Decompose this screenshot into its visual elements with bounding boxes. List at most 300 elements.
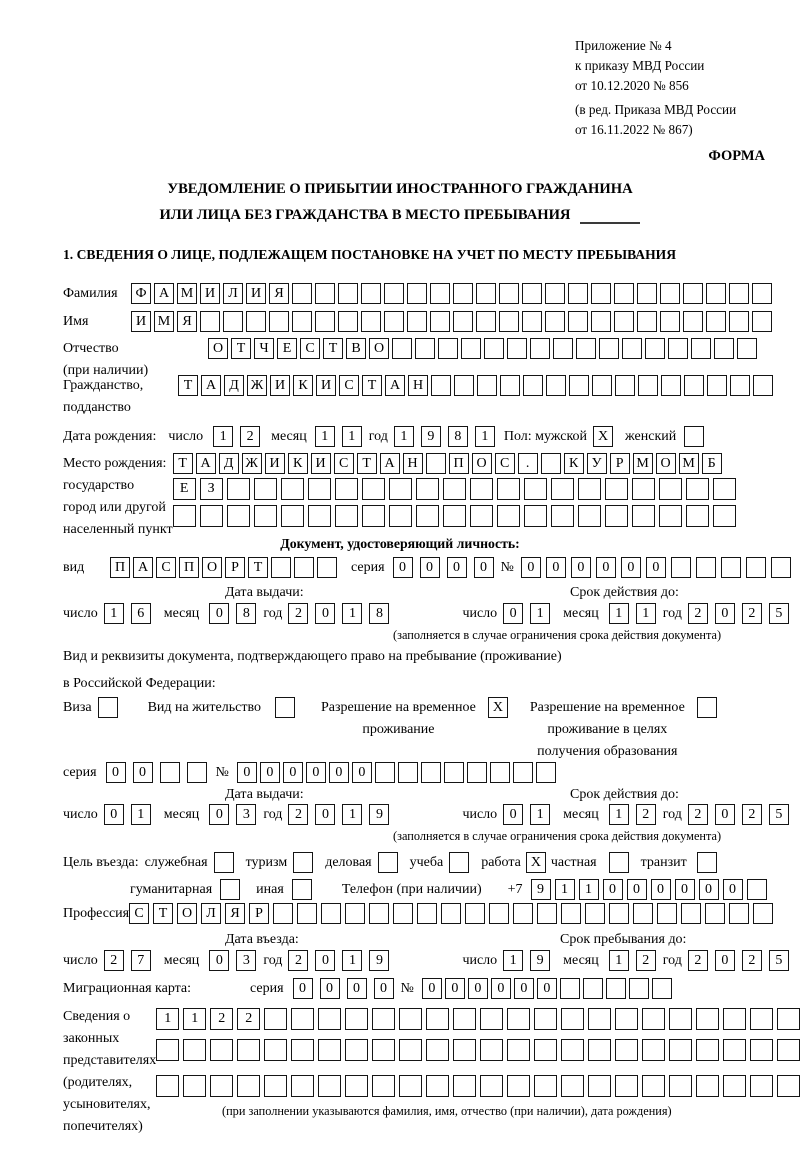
char-box[interactable]: М	[177, 283, 197, 304]
char-box[interactable]	[430, 311, 450, 332]
char-box[interactable]	[453, 311, 473, 332]
char-box[interactable]	[714, 338, 734, 359]
char-box[interactable]	[606, 978, 626, 999]
char-box[interactable]	[642, 1075, 665, 1097]
char-box[interactable]	[430, 283, 450, 304]
char-box[interactable]	[200, 311, 220, 332]
char-box[interactable]: 0	[503, 603, 523, 624]
char-box[interactable]	[777, 1075, 800, 1097]
char-box[interactable]	[416, 478, 439, 500]
char-box[interactable]	[361, 311, 381, 332]
char-box[interactable]	[453, 1039, 476, 1061]
char-box[interactable]	[568, 283, 588, 304]
char-box[interactable]	[345, 1075, 368, 1097]
char-box[interactable]	[729, 903, 749, 924]
char-box[interactable]: 0	[422, 978, 442, 999]
residence-permit-checkbox[interactable]	[275, 697, 295, 718]
char-box[interactable]	[361, 283, 381, 304]
char-box[interactable]	[551, 505, 574, 527]
char-box[interactable]	[183, 1075, 206, 1097]
char-box[interactable]: 8	[369, 603, 389, 624]
char-box[interactable]: 0	[315, 603, 335, 624]
char-box[interactable]: 0	[521, 557, 541, 578]
char-box[interactable]	[576, 338, 596, 359]
char-box[interactable]	[669, 1075, 692, 1097]
char-box[interactable]: С	[334, 453, 354, 474]
char-box[interactable]	[292, 283, 312, 304]
char-box[interactable]: Ч	[254, 338, 274, 359]
char-box[interactable]	[338, 311, 358, 332]
char-box[interactable]	[294, 557, 314, 578]
char-box[interactable]	[622, 338, 642, 359]
char-box[interactable]	[686, 505, 709, 527]
char-box[interactable]: О	[369, 338, 389, 359]
char-box[interactable]: Р	[249, 903, 269, 924]
char-box[interactable]	[591, 283, 611, 304]
char-box[interactable]	[591, 311, 611, 332]
char-box[interactable]	[156, 1075, 179, 1097]
char-box[interactable]	[264, 1008, 287, 1030]
char-box[interactable]: А	[380, 453, 400, 474]
char-box[interactable]	[747, 879, 767, 900]
char-box[interactable]	[707, 375, 727, 396]
char-box[interactable]	[273, 903, 293, 924]
char-box[interactable]: И	[270, 375, 290, 396]
char-box[interactable]	[438, 338, 458, 359]
char-box[interactable]: 0	[209, 950, 229, 971]
char-box[interactable]: 0	[596, 557, 616, 578]
char-box[interactable]	[291, 1039, 314, 1061]
char-box[interactable]: 0	[621, 557, 641, 578]
char-box[interactable]	[513, 903, 533, 924]
char-box[interactable]	[500, 375, 520, 396]
char-box[interactable]	[750, 1075, 773, 1097]
char-box[interactable]	[489, 903, 509, 924]
char-box[interactable]	[407, 311, 427, 332]
char-box[interactable]	[372, 1039, 395, 1061]
char-box[interactable]: 9	[531, 879, 551, 900]
char-box[interactable]: 0	[603, 879, 623, 900]
char-box[interactable]	[443, 478, 466, 500]
purpose-chastnaya-checkbox[interactable]	[609, 852, 629, 873]
char-box[interactable]	[431, 375, 451, 396]
char-box[interactable]	[407, 283, 427, 304]
char-box[interactable]: 1	[342, 603, 362, 624]
char-box[interactable]: 0	[209, 804, 229, 825]
char-box[interactable]: 8	[448, 426, 468, 447]
char-box[interactable]	[706, 311, 726, 332]
char-box[interactable]: А	[154, 283, 174, 304]
char-box[interactable]: 5	[769, 950, 789, 971]
char-box[interactable]	[335, 478, 358, 500]
purpose-turizm-checkbox[interactable]	[293, 852, 313, 873]
char-box[interactable]	[318, 1039, 341, 1061]
char-box[interactable]: 0	[106, 762, 126, 783]
purpose-tranzit-checkbox[interactable]	[697, 852, 717, 873]
char-box[interactable]: 9	[369, 804, 389, 825]
char-box[interactable]: 0	[329, 762, 349, 783]
char-box[interactable]: 1	[104, 603, 124, 624]
char-box[interactable]	[671, 557, 691, 578]
char-box[interactable]: Т	[178, 375, 198, 396]
char-box[interactable]: 1	[394, 426, 414, 447]
char-box[interactable]: 0	[514, 978, 534, 999]
char-box[interactable]: А	[196, 453, 216, 474]
char-box[interactable]	[254, 478, 277, 500]
char-box[interactable]: Е	[173, 478, 196, 500]
char-box[interactable]	[317, 557, 337, 578]
char-box[interactable]: К	[293, 375, 313, 396]
char-box[interactable]: 1	[636, 603, 656, 624]
char-box[interactable]	[723, 1008, 746, 1030]
char-box[interactable]	[426, 453, 446, 474]
char-box[interactable]	[686, 478, 709, 500]
char-box[interactable]	[416, 505, 439, 527]
char-box[interactable]: 2	[688, 603, 708, 624]
char-box[interactable]: 1	[609, 804, 629, 825]
char-box[interactable]	[426, 1008, 449, 1030]
char-box[interactable]	[507, 338, 527, 359]
visa-checkbox[interactable]	[98, 697, 118, 718]
char-box[interactable]	[507, 1008, 530, 1030]
char-box[interactable]: 0	[315, 950, 335, 971]
char-box[interactable]: Ф	[131, 283, 151, 304]
char-box[interactable]: 1	[530, 603, 550, 624]
char-box[interactable]	[281, 505, 304, 527]
char-box[interactable]	[696, 557, 716, 578]
char-box[interactable]: Т	[173, 453, 193, 474]
char-box[interactable]	[200, 505, 223, 527]
char-box[interactable]	[615, 1008, 638, 1030]
char-box[interactable]: 1	[609, 950, 629, 971]
char-box[interactable]	[632, 505, 655, 527]
char-box[interactable]	[729, 311, 749, 332]
char-box[interactable]	[384, 311, 404, 332]
char-box[interactable]	[588, 1039, 611, 1061]
char-box[interactable]: 1	[609, 603, 629, 624]
char-box[interactable]: 0	[374, 978, 394, 999]
char-box[interactable]	[421, 762, 441, 783]
char-box[interactable]: 0	[474, 557, 494, 578]
char-box[interactable]	[315, 283, 335, 304]
char-box[interactable]	[490, 762, 510, 783]
char-box[interactable]: А	[133, 557, 153, 578]
char-box[interactable]	[237, 1039, 260, 1061]
char-box[interactable]	[561, 1039, 584, 1061]
char-box[interactable]	[737, 338, 757, 359]
char-box[interactable]: С	[300, 338, 320, 359]
char-box[interactable]: 1	[315, 426, 335, 447]
char-box[interactable]: Т	[357, 453, 377, 474]
char-box[interactable]	[227, 505, 250, 527]
char-box[interactable]: Т	[362, 375, 382, 396]
char-box[interactable]: Т	[231, 338, 251, 359]
char-box[interactable]	[454, 375, 474, 396]
char-box[interactable]	[614, 283, 634, 304]
char-box[interactable]	[291, 1008, 314, 1030]
char-box[interactable]	[561, 1075, 584, 1097]
char-box[interactable]	[668, 338, 688, 359]
char-box[interactable]: А	[385, 375, 405, 396]
char-box[interactable]: У	[587, 453, 607, 474]
char-box[interactable]	[480, 1075, 503, 1097]
char-box[interactable]	[752, 283, 772, 304]
char-box[interactable]	[536, 762, 556, 783]
char-box[interactable]: 2	[636, 804, 656, 825]
char-box[interactable]	[444, 762, 464, 783]
char-box[interactable]	[372, 1008, 395, 1030]
char-box[interactable]: 1	[530, 804, 550, 825]
char-box[interactable]: 0	[209, 603, 229, 624]
char-box[interactable]	[713, 478, 736, 500]
char-box[interactable]	[308, 505, 331, 527]
char-box[interactable]	[461, 338, 481, 359]
char-box[interactable]	[524, 478, 547, 500]
char-box[interactable]	[721, 557, 741, 578]
char-box[interactable]: 0	[237, 762, 257, 783]
char-box[interactable]: Н	[403, 453, 423, 474]
temp-residence-checkbox[interactable]: X	[488, 697, 508, 718]
char-box[interactable]	[443, 505, 466, 527]
gender-female-checkbox[interactable]	[684, 426, 704, 447]
char-box[interactable]: 2	[636, 950, 656, 971]
purpose-gumanitarnaya-checkbox[interactable]	[220, 879, 240, 900]
char-box[interactable]	[534, 1039, 557, 1061]
char-box[interactable]: 1	[156, 1008, 179, 1030]
char-box[interactable]: Ж	[242, 453, 262, 474]
char-box[interactable]: Л	[223, 283, 243, 304]
char-box[interactable]: 1	[579, 879, 599, 900]
char-box[interactable]	[723, 1039, 746, 1061]
char-box[interactable]: 0	[715, 804, 735, 825]
char-box[interactable]: 1	[342, 950, 362, 971]
char-box[interactable]	[187, 762, 207, 783]
char-box[interactable]	[477, 375, 497, 396]
char-box[interactable]	[318, 1075, 341, 1097]
char-box[interactable]	[546, 375, 566, 396]
char-box[interactable]	[522, 283, 542, 304]
char-box[interactable]	[227, 478, 250, 500]
char-box[interactable]: М	[679, 453, 699, 474]
char-box[interactable]: Т	[248, 557, 268, 578]
char-box[interactable]	[453, 1008, 476, 1030]
char-box[interactable]: 2	[288, 603, 308, 624]
char-box[interactable]: 0	[347, 978, 367, 999]
char-box[interactable]	[660, 283, 680, 304]
char-box[interactable]: Е	[277, 338, 297, 359]
char-box[interactable]	[683, 311, 703, 332]
char-box[interactable]	[507, 1039, 530, 1061]
char-box[interactable]	[534, 1008, 557, 1030]
char-box[interactable]	[470, 478, 493, 500]
char-box[interactable]	[524, 505, 547, 527]
char-box[interactable]: Т	[153, 903, 173, 924]
char-box[interactable]	[389, 505, 412, 527]
char-box[interactable]	[399, 1039, 422, 1061]
char-box[interactable]: 8	[236, 603, 256, 624]
char-box[interactable]: 0	[491, 978, 511, 999]
char-box[interactable]: 0	[133, 762, 153, 783]
char-box[interactable]	[375, 762, 395, 783]
char-box[interactable]: 0	[537, 978, 557, 999]
char-box[interactable]	[345, 1039, 368, 1061]
char-box[interactable]	[426, 1039, 449, 1061]
char-box[interactable]: 0	[445, 978, 465, 999]
char-box[interactable]	[362, 478, 385, 500]
char-box[interactable]	[523, 375, 543, 396]
char-box[interactable]: 1	[555, 879, 575, 900]
char-box[interactable]: 1	[131, 804, 151, 825]
char-box[interactable]: 0	[315, 804, 335, 825]
char-box[interactable]: Я	[177, 311, 197, 332]
char-box[interactable]: 0	[293, 978, 313, 999]
char-box[interactable]	[683, 283, 703, 304]
char-box[interactable]: 0	[393, 557, 413, 578]
char-box[interactable]: 3	[236, 950, 256, 971]
char-box[interactable]	[750, 1008, 773, 1030]
char-box[interactable]: 0	[546, 557, 566, 578]
char-box[interactable]: 0	[447, 557, 467, 578]
char-box[interactable]	[660, 311, 680, 332]
char-box[interactable]: 0	[352, 762, 372, 783]
char-box[interactable]	[661, 375, 681, 396]
char-box[interactable]	[657, 903, 677, 924]
char-box[interactable]	[476, 311, 496, 332]
char-box[interactable]: 0	[306, 762, 326, 783]
char-box[interactable]: 1	[475, 426, 495, 447]
char-box[interactable]: И	[131, 311, 151, 332]
char-box[interactable]: Я	[225, 903, 245, 924]
char-box[interactable]: 0	[571, 557, 591, 578]
char-box[interactable]: 2	[742, 804, 762, 825]
char-box[interactable]	[389, 478, 412, 500]
char-box[interactable]: 0	[104, 804, 124, 825]
char-box[interactable]: Т	[323, 338, 343, 359]
char-box[interactable]: 0	[723, 879, 743, 900]
char-box[interactable]: С	[339, 375, 359, 396]
char-box[interactable]	[470, 505, 493, 527]
char-box[interactable]: 2	[240, 426, 260, 447]
char-box[interactable]: С	[129, 903, 149, 924]
char-box[interactable]: Д	[224, 375, 244, 396]
char-box[interactable]	[633, 903, 653, 924]
purpose-inaya-checkbox[interactable]	[292, 879, 312, 900]
char-box[interactable]: 0	[651, 879, 671, 900]
char-box[interactable]	[237, 1075, 260, 1097]
gender-male-checkbox[interactable]: X	[593, 426, 613, 447]
char-box[interactable]	[264, 1039, 287, 1061]
char-box[interactable]	[615, 1075, 638, 1097]
char-box[interactable]	[271, 557, 291, 578]
char-box[interactable]: 2	[237, 1008, 260, 1030]
char-box[interactable]	[545, 311, 565, 332]
char-box[interactable]	[614, 311, 634, 332]
char-box[interactable]	[399, 1075, 422, 1097]
char-box[interactable]	[753, 375, 773, 396]
char-box[interactable]: 0	[503, 804, 523, 825]
char-box[interactable]: 0	[715, 603, 735, 624]
char-box[interactable]	[315, 311, 335, 332]
char-box[interactable]	[308, 478, 331, 500]
char-box[interactable]	[560, 978, 580, 999]
char-box[interactable]: Н	[408, 375, 428, 396]
char-box[interactable]	[338, 283, 358, 304]
char-box[interactable]: 0	[675, 879, 695, 900]
char-box[interactable]	[669, 1008, 692, 1030]
char-box[interactable]: 9	[421, 426, 441, 447]
char-box[interactable]	[480, 1039, 503, 1061]
char-box[interactable]	[746, 557, 766, 578]
char-box[interactable]: 1	[183, 1008, 206, 1030]
char-box[interactable]: П	[179, 557, 199, 578]
char-box[interactable]	[729, 283, 749, 304]
char-box[interactable]	[372, 1075, 395, 1097]
char-box[interactable]	[615, 375, 635, 396]
char-box[interactable]	[246, 311, 266, 332]
char-box[interactable]	[696, 1008, 719, 1030]
char-box[interactable]	[642, 1039, 665, 1061]
char-box[interactable]	[160, 762, 180, 783]
char-box[interactable]: 0	[283, 762, 303, 783]
temp-residence-edu-checkbox[interactable]	[697, 697, 717, 718]
char-box[interactable]: Д	[219, 453, 239, 474]
char-box[interactable]	[499, 283, 519, 304]
char-box[interactable]	[588, 1008, 611, 1030]
char-box[interactable]	[537, 903, 557, 924]
char-box[interactable]: .	[518, 453, 538, 474]
char-box[interactable]	[480, 1008, 503, 1030]
char-box[interactable]	[637, 311, 657, 332]
char-box[interactable]	[750, 1039, 773, 1061]
char-box[interactable]	[384, 283, 404, 304]
char-box[interactable]	[730, 375, 750, 396]
char-box[interactable]	[588, 1075, 611, 1097]
char-box[interactable]: 7	[131, 950, 151, 971]
char-box[interactable]	[393, 903, 413, 924]
char-box[interactable]	[369, 903, 389, 924]
char-box[interactable]: П	[449, 453, 469, 474]
char-box[interactable]	[362, 505, 385, 527]
char-box[interactable]	[669, 1039, 692, 1061]
char-box[interactable]	[599, 338, 619, 359]
char-box[interactable]: 9	[369, 950, 389, 971]
char-box[interactable]	[513, 762, 533, 783]
char-box[interactable]: О	[472, 453, 492, 474]
char-box[interactable]	[659, 505, 682, 527]
char-box[interactable]	[578, 478, 601, 500]
char-box[interactable]	[632, 478, 655, 500]
char-box[interactable]	[507, 1075, 530, 1097]
char-box[interactable]: 0	[260, 762, 280, 783]
char-box[interactable]	[426, 1075, 449, 1097]
char-box[interactable]: К	[288, 453, 308, 474]
char-box[interactable]	[706, 283, 726, 304]
char-box[interactable]	[465, 903, 485, 924]
char-box[interactable]	[696, 1039, 719, 1061]
char-box[interactable]: И	[246, 283, 266, 304]
char-box[interactable]	[777, 1039, 800, 1061]
char-box[interactable]	[605, 505, 628, 527]
char-box[interactable]	[592, 375, 612, 396]
char-box[interactable]	[696, 1075, 719, 1097]
char-box[interactable]: О	[208, 338, 228, 359]
char-box[interactable]	[568, 311, 588, 332]
char-box[interactable]: М	[633, 453, 653, 474]
char-box[interactable]	[453, 1075, 476, 1097]
char-box[interactable]: Л	[201, 903, 221, 924]
char-box[interactable]: А	[201, 375, 221, 396]
char-box[interactable]	[777, 1008, 800, 1030]
